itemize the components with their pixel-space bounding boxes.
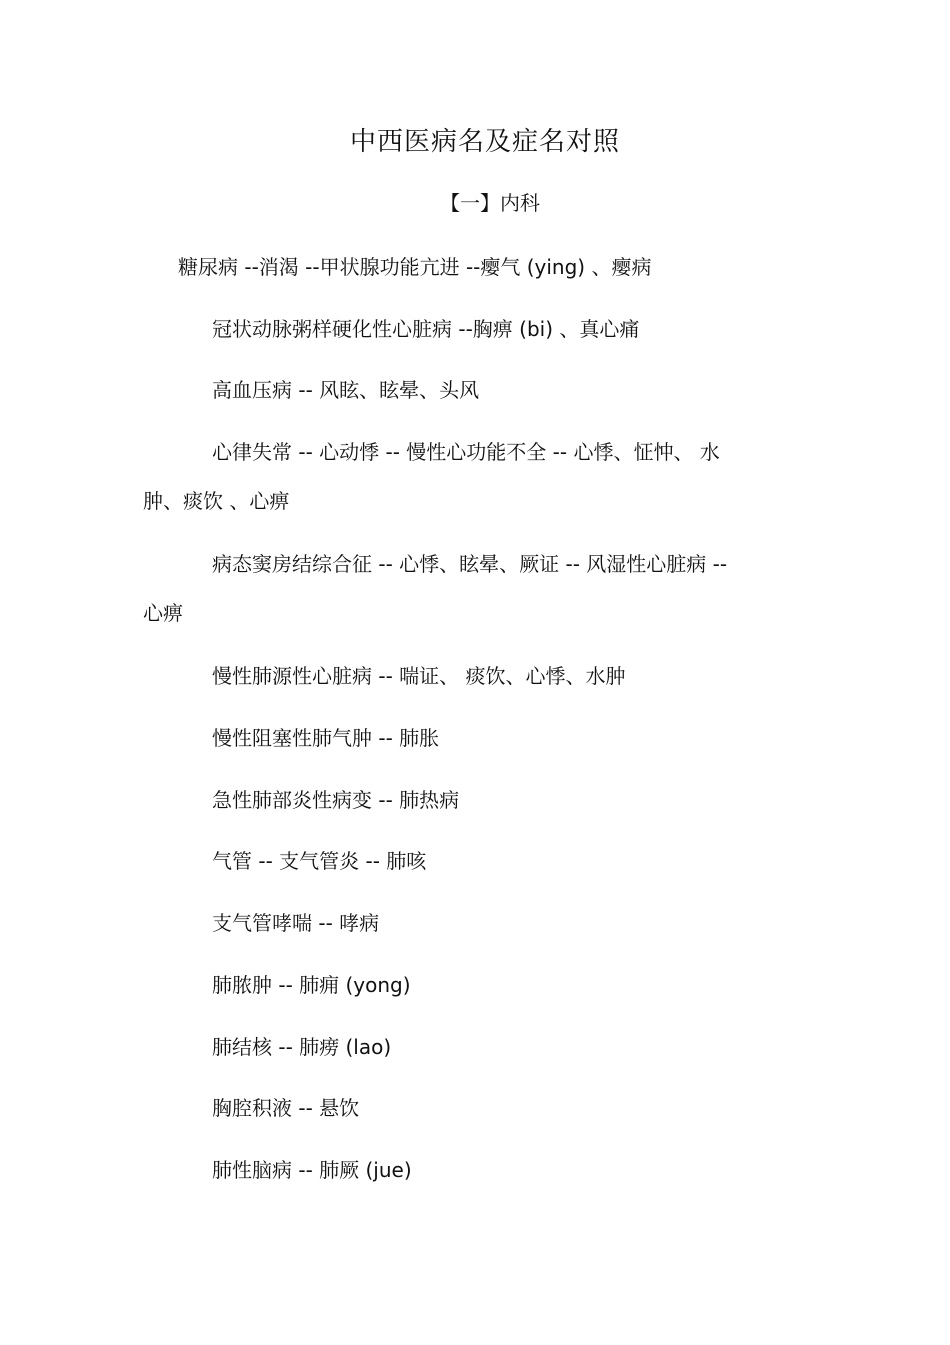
document-title: 中西医病名及症名对照 (349, 127, 620, 157)
text-line: 慢性肺源性心脏病 -- 喘证、 痰饮、心悸、水肿 (212, 664, 626, 688)
text-line: 糖尿病 --消渴 --甲状腺功能亢进 --瘿气 (ying) 、瘿病 (178, 255, 652, 279)
text-line: 肺结核 -- 肺痨 (lao) (212, 1035, 392, 1059)
text-line: 冠状动脉粥样硬化性心脏病 --胸痹 (bi) 、真心痛 (212, 317, 640, 341)
text-line-continued: 肿、痰饮 、心痹 (143, 489, 290, 513)
text-line: 急性肺部炎性病变 -- 肺热病 (212, 788, 460, 812)
text-line-continued: 心痹 (143, 601, 183, 625)
text-line: 气管 -- 支气管炎 -- 肺咳 (212, 849, 427, 873)
text-line: 肺性脑病 -- 肺厥 (jue) (212, 1158, 412, 1182)
text-line: 病态窦房结综合征 -- 心悸、眩晕、厥证 -- 风湿性心脏病 -- (212, 552, 728, 576)
section-heading: 【一】内科 (440, 191, 540, 215)
text-line: 心律失常 -- 心动悸 -- 慢性心功能不全 -- 心悸、怔忡、 水 (212, 440, 720, 464)
text-line: 支气管哮喘 -- 哮病 (212, 911, 380, 935)
text-line: 慢性阻塞性肺气肿 -- 肺胀 (212, 726, 440, 750)
text-line: 肺脓肿 -- 肺痈 (yong) (212, 973, 411, 997)
text-line: 高血压病 -- 风眩、眩晕、头风 (212, 378, 480, 402)
text-line: 胸腔积液 -- 悬饮 (212, 1096, 360, 1120)
